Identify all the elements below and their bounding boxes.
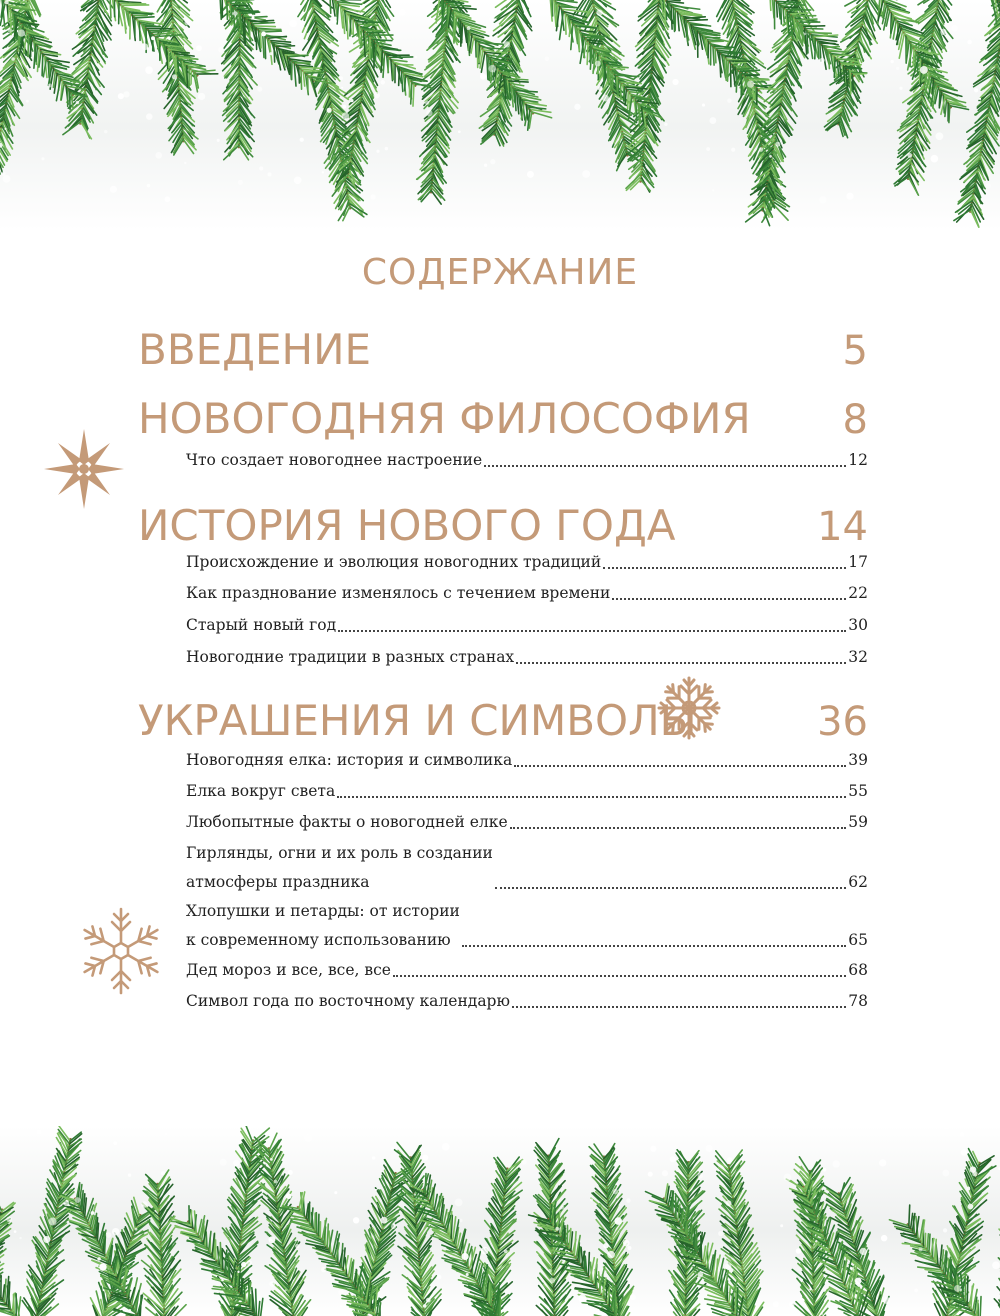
section-title-decorations[interactable] [138, 695, 868, 748]
toc-heading: СОДЕРЖАНИЕ [361, 252, 639, 293]
entry-page-number: 32 [848, 648, 868, 666]
entry-label: Как празднование изменялось с течением времени [186, 584, 611, 602]
dot-leader [510, 827, 847, 829]
section-page-number: 36 [817, 699, 868, 745]
entry-page-number: 68 [848, 961, 868, 979]
toc-entry[interactable] [186, 777, 868, 806]
entry-page-number: 62 [848, 873, 868, 891]
entry-page-number: 59 [848, 813, 868, 831]
section-title-text: НОВОГОДНЯЯ ФИЛОСОФИЯ [138, 394, 751, 443]
section-title-text: ИСТОРИЯ НОВОГО ГОДА [138, 501, 676, 550]
entry-page-number: 12 [848, 451, 868, 469]
entry-label: Происхождение и эволюция новогодних традиций [186, 553, 602, 571]
entry-label: Дед мороз и все, все, все [186, 961, 391, 979]
entry-label-line1: Гирлянды, огни и их роль в создании [186, 844, 493, 862]
top-pine-garland [0, 0, 1000, 230]
toc-entry[interactable] [186, 579, 868, 608]
entry-label-line2: атмосферы праздника [186, 873, 370, 891]
entry-page-number: 30 [848, 616, 868, 634]
section-page-number: 14 [817, 504, 868, 550]
entry-label: Старый новый год [186, 616, 337, 634]
entry-label: Новогодние традиции в разных странах [186, 648, 515, 666]
toc-entry[interactable] [186, 548, 868, 577]
section-page-number: 5 [842, 328, 868, 374]
dot-leader [603, 567, 846, 569]
section-title-introduction[interactable] [138, 324, 868, 377]
pine-branches-bottom [0, 1126, 1000, 1316]
entry-page-number: 65 [848, 931, 868, 949]
toc-entry[interactable] [186, 446, 868, 475]
section-title-text: ВВЕДЕНИЕ [138, 325, 372, 374]
entry-label: Новогодняя елка: история и символика [186, 751, 513, 769]
toc-entry-multiline[interactable] [186, 897, 868, 955]
entry-label: Любопытные факты о новогодней елке [186, 813, 508, 831]
entry-label [186, 839, 493, 897]
snowflake-icon [655, 674, 723, 742]
dot-leader [338, 630, 846, 632]
toc-entry[interactable] [186, 956, 868, 985]
pine-branches-top [0, 0, 1000, 230]
entry-page-number: 17 [848, 553, 868, 571]
dot-leader [512, 1006, 846, 1008]
entry-page-number: 22 [848, 584, 868, 602]
dot-leader [484, 465, 846, 467]
entry-label-line1: Хлопушки и петарды: от истории [186, 902, 460, 920]
bottom-pine-garland [0, 1126, 1000, 1316]
toc-entry[interactable] [186, 611, 868, 640]
entry-label: Символ года по восточному календарю [186, 992, 510, 1010]
dot-leader [462, 945, 846, 947]
toc-entry[interactable] [186, 643, 868, 672]
toc-entry[interactable] [186, 746, 868, 775]
section-title-history[interactable] [138, 500, 868, 553]
entry-page-number: 78 [848, 992, 868, 1010]
dot-leader [495, 887, 846, 889]
dot-leader [337, 796, 846, 798]
section-title-philosophy[interactable] [138, 393, 868, 446]
dot-leader [516, 662, 846, 664]
entry-page-number: 39 [848, 751, 868, 769]
dot-leader [612, 598, 846, 600]
entry-label: Что создает новогоднее настроение [186, 451, 483, 469]
section-page-number: 8 [842, 397, 868, 443]
toc-entry[interactable] [186, 987, 868, 1016]
star-burst-icon [44, 428, 124, 510]
section-title-text: УКРАШЕНИЯ И СИМВОЛЫ [138, 696, 697, 745]
toc-entry-multiline[interactable] [186, 839, 868, 897]
entry-label [186, 897, 460, 955]
toc-entry[interactable] [186, 808, 868, 837]
snowflake-icon [76, 906, 166, 996]
entry-page-number: 55 [848, 782, 868, 800]
entry-label-line2: к современному использованию [186, 931, 451, 949]
entry-label: Елка вокруг света [186, 782, 336, 800]
dot-leader [393, 975, 846, 977]
dot-leader [514, 765, 846, 767]
